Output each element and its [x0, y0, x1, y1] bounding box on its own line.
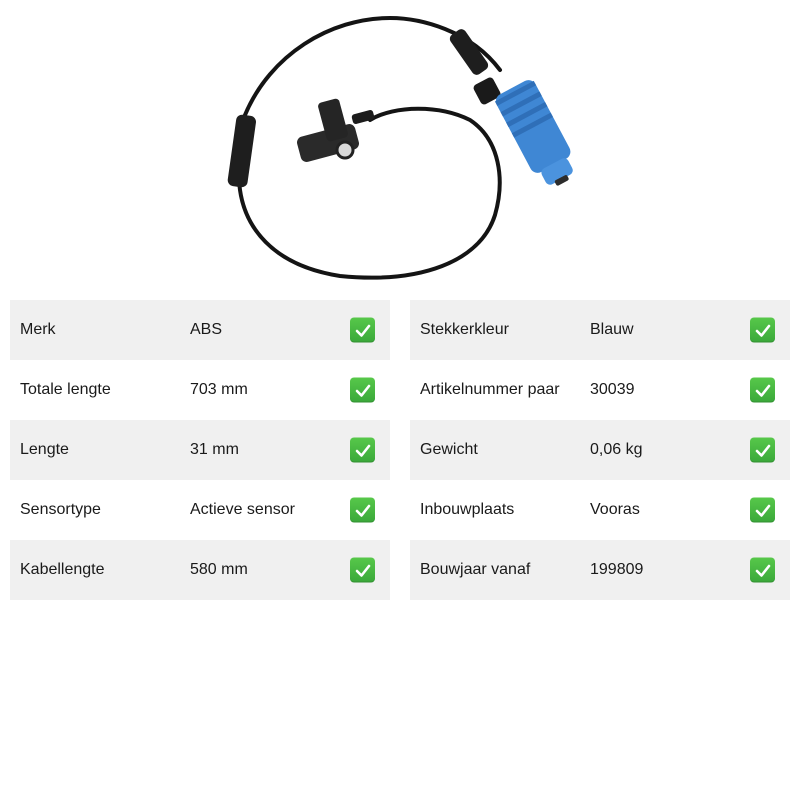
- spec-label: Kabellengte: [20, 561, 105, 578]
- spec-row-inbouwplaats: [410, 480, 790, 540]
- checkmark-icon: [750, 498, 775, 523]
- spec-value: Blauw: [590, 321, 634, 338]
- spec-table-left: [10, 300, 390, 600]
- spec-label: Sensortype: [20, 501, 101, 518]
- sensor-head: [296, 98, 375, 163]
- spec-table-right: [410, 300, 790, 600]
- spec-row-bouwjaar-vanaf: [410, 540, 790, 600]
- product-image: [0, 0, 800, 292]
- spec-value: 0,06 kg: [590, 441, 643, 458]
- spec-row-stekkerkleur: [410, 300, 790, 360]
- spec-row-merk: [10, 300, 390, 360]
- checkmark-icon: [350, 438, 375, 463]
- spec-value: 199809: [590, 561, 644, 578]
- spec-label: Bouwjaar vanaf: [420, 561, 531, 578]
- checkmark-icon: [350, 498, 375, 523]
- spec-value: 31 mm: [190, 441, 239, 458]
- checkmark-icon: [350, 318, 375, 343]
- spec-label: Inbouwplaats: [420, 501, 515, 518]
- spec-label: Artikelnummer paar: [420, 381, 560, 398]
- spec-row-sensortype: [10, 480, 390, 540]
- spec-value: Vooras: [590, 501, 640, 518]
- spec-label: Stekkerkleur: [420, 321, 509, 338]
- blue-connector: [472, 60, 582, 200]
- spec-value: 580 mm: [190, 561, 248, 578]
- checkmark-icon: [750, 378, 775, 403]
- spec-label: Merk: [20, 321, 56, 338]
- spec-value: 30039: [590, 381, 635, 398]
- spec-label: Totale lengte: [20, 381, 111, 398]
- spec-row-totale-lengte: [10, 360, 390, 420]
- spec-value: ABS: [190, 321, 223, 338]
- spec-label: Lengte: [20, 441, 69, 458]
- spec-row-gewicht: [410, 420, 790, 480]
- checkmark-icon: [750, 558, 775, 583]
- checkmark-icon: [750, 318, 775, 343]
- checkmark-icon: [750, 438, 775, 463]
- checkmark-icon: [350, 378, 375, 403]
- spec-row-kabellengte: [10, 540, 390, 600]
- spec-row-lengte: [10, 420, 390, 480]
- spec-row-artikelnummer-paar: [410, 360, 790, 420]
- spec-value: Actieve sensor: [190, 501, 295, 518]
- spec-label: Gewicht: [420, 441, 478, 458]
- checkmark-icon: [350, 558, 375, 583]
- spec-value: 703 mm: [190, 381, 248, 398]
